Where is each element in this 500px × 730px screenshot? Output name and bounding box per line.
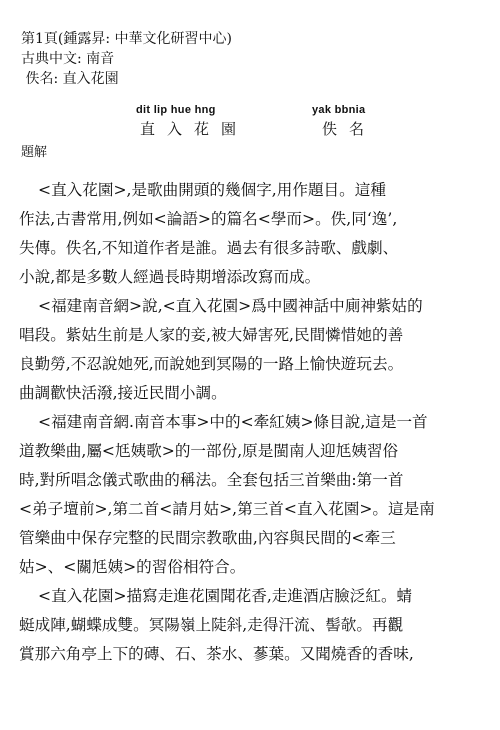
body-line: <弟子壇前>,第二首<請月姑>,第三首<直入花園>。這是南: [19, 500, 435, 518]
body-line: 管樂曲中保存完整的民間宗教歌曲,內容與民間的<牽三: [19, 529, 396, 547]
body-line: <福建南音網.南音本事>中的<牽紅姨>條目說,這是一首: [38, 413, 428, 431]
author-romanization: yak bbnia: [312, 104, 366, 116]
body-line: 小說,都是多數人經過長時期增添改寫而成。: [19, 268, 321, 286]
section-heading: 題解: [21, 145, 48, 160]
body-line: 作法,古書常用,例如<論語>的篇名<學而>。佚,同‘逸’,: [19, 210, 398, 228]
body-line: <直入花園>描寫走進花園聞花香,走進酒店臉泛紅。蜻: [38, 587, 413, 605]
body-line: 曲調歡快活潑,接近民間小調。: [19, 384, 227, 402]
genre-line: 古典中文: 南音: [21, 51, 115, 67]
body-line: 賞那六角亭上下的磚、石、茶水、蔘葉。又聞燒香的香味,: [19, 645, 414, 663]
page-header: 第1頁(鍾露昇: 中華文化研習中心): [21, 31, 232, 47]
body-line: 蜓成陣,蝴蝶成雙。冥陽嶺上陡斜,走得汗流、髻欹。再觀: [19, 616, 404, 634]
body-line: <直入花園>,是歌曲開頭的幾個字,用作題目。這種: [38, 181, 386, 199]
author-line: 佚名: 直入花園: [21, 71, 119, 87]
body-line: 良勤勞,不忍說她死,而說她到冥陽的一路上愉快遊玩去。: [19, 355, 404, 373]
body-line: 唱段。紫姑生前是人家的妾,被大婦害死,民間憐惜她的善: [19, 326, 404, 344]
poem-author: 佚名: [322, 120, 377, 138]
body-line: 姑>、<關尪姨>的習俗相符合。: [19, 558, 246, 576]
body-text: [19, 176, 491, 669]
body-line: <福建南音網>說,<直入花園>爲中國神話中廁神紫姑的: [38, 297, 423, 315]
body-line: 時,對所唱念儀式歌曲的稱法。全套包括三首樂曲:第一首: [19, 471, 404, 489]
title-romanization: dit lip hue hng: [136, 104, 216, 116]
body-line: 道教樂曲,屬<尪姨歌>的一部份,原是閩南人迎尪姨習俗: [19, 442, 399, 460]
poem-title: 直入花園: [140, 120, 249, 138]
body-line: 失傳。佚名,不知道作者是誰。過去有很多詩歌、戲劇、: [19, 239, 399, 257]
